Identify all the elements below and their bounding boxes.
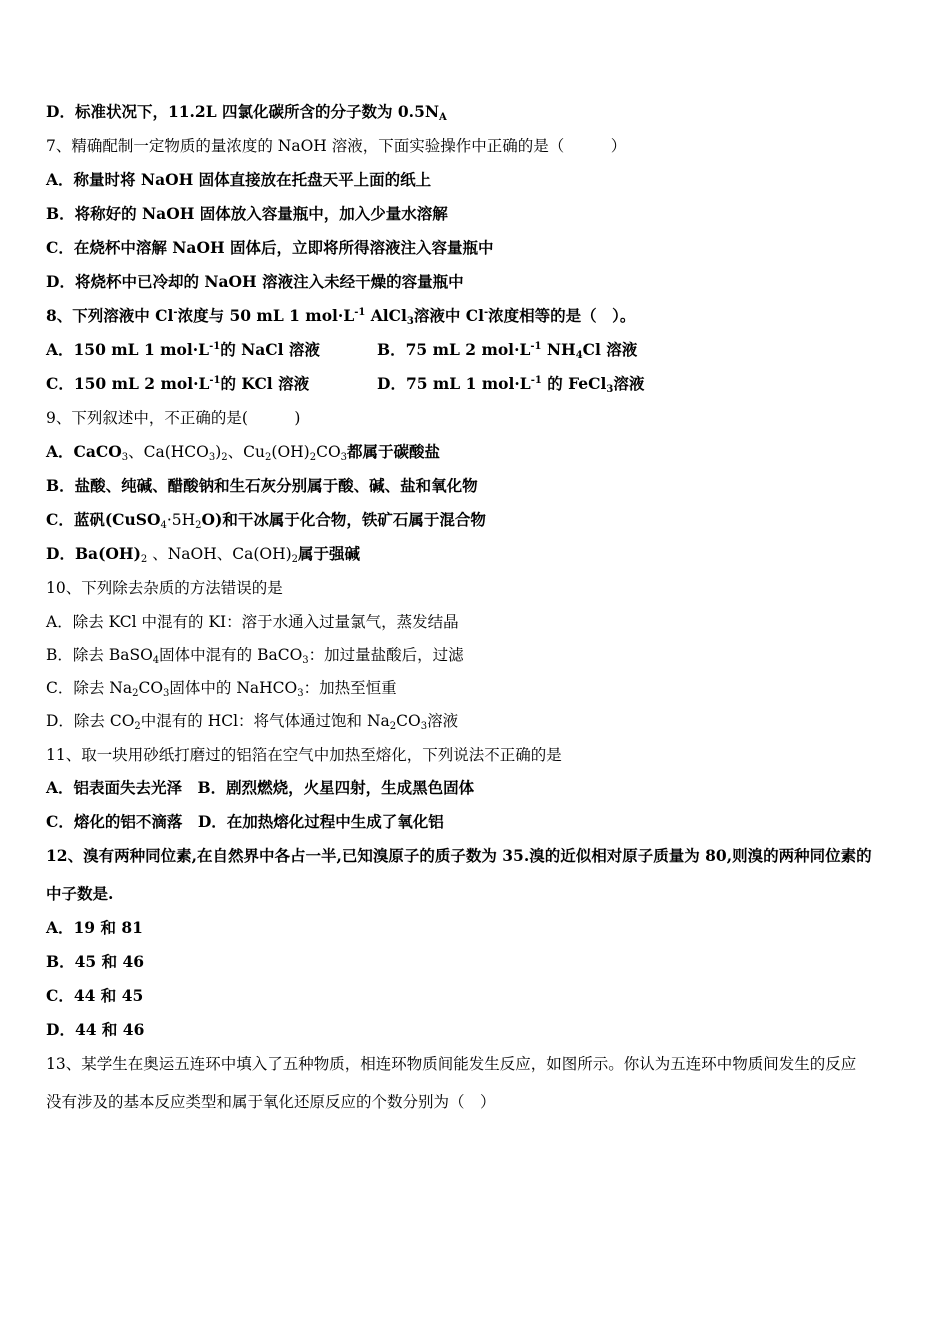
q12-stem-line-2: 中子数是. — [46, 884, 114, 903]
q8-row-2 — [46, 374, 908, 394]
q10-option-d: D．除去 $CO_2$中混有的 HCl：将气体通过饱和 $Na_2CO_3$溶液 — [46, 712, 459, 732]
q9-option-d: D．$Ba(OH)_2$ 、NaOH、$Ca(OH)_2$属于强碱 — [46, 544, 361, 565]
q9-option-b: B．盐酸、纯碱、醋酸钠和生石灰分别属于酸、碱、盐和氧化物 — [46, 476, 478, 495]
q7-option-b: B．将称好的 NaOH 固体放入容量瓶中，加入少量水溶解 — [46, 204, 448, 223]
q7-stem: 7、精确配制一定物质的量浓度的 NaOH 溶液，下面实验操作中正确的是（ ） — [46, 137, 627, 155]
q8-option-a: A．150 mL 1 $mol\cdot L^{-1}$的 NaCl 溶液 — [46, 340, 320, 359]
q7-option-a: A．称量时将 NaOH 固体直接放在托盘天平上面的纸上 — [46, 170, 432, 189]
q11-stem: 11、取一块用砂纸打磨过的铝箔在空气中加热至熔化，下列说法不正确的是 — [46, 746, 562, 764]
q10-option-c: C．除去 $Na_2CO_3$固体中的 NaHCO$_3$：加热至恒重 — [46, 679, 397, 699]
q8-option-b: B．75 mL 2 $mol\cdot L^{-1}$ $NH_4Cl$ 溶液 — [377, 340, 638, 361]
q12-option-b: B．45 和 46 — [46, 952, 145, 971]
q10-option-a: A．除去 KCl 中混有的 KI：溶于水通入过量氯气，蒸发结晶 — [46, 613, 459, 631]
q8-stem: 8、下列溶液中 Cl-浓度与 50 mL 1 $mol\cdot L^{-1}$ AlCl$_3$溶液中 Cl-浓度相等的是（ ）。 — [46, 306, 636, 327]
q9-option-c: C．蓝矾$(CuSO_4\cdot 5H_2O)$和干冰属于化合物，铁矿石属于混合物 — [46, 510, 486, 531]
q12-option-a: A．19 和 81 — [46, 918, 143, 937]
q13-stem-line-1: 13、某学生在奥运五连环中填入了五种物质，相连环物质间能发生反应，如图所示。你认为五连环中物质间发生的反应 — [46, 1055, 857, 1073]
q11-options-row-2: C．熔化的铝不滴落 D．在加热熔化过程中生成了氧化铝 — [46, 812, 444, 831]
q8-row-1 — [46, 340, 908, 360]
q10-option-b: B．除去 BaSO$_4$固体中混有的 BaCO$_3$：加过量盐酸后，过滤 — [46, 646, 464, 666]
q12-stem-line-1: 12、溴有两种同位素,在自然界中各占一半,已知溴原子的质子数为 35.溴的近似相对原子质量为 80,则溴的两种同位素的 — [46, 846, 872, 865]
q11-options-row-1: A．铝表面失去光泽 B．剧烈燃烧，火星四射，生成黑色固体 — [46, 778, 475, 797]
q12-option-d: D．44 和 46 — [46, 1020, 145, 1039]
q12-option-c: C．44 和 45 — [46, 986, 144, 1005]
q9-option-a: A．CaCO$_3$、$Ca(HCO_3)_2$、$Cu_2(OH)_2CO_3$都属于碳酸盐 — [46, 442, 441, 463]
q8-option-d: D．75 mL 1 $mol\cdot L^{-1}$ 的 FeCl$_3$溶液 — [377, 374, 645, 395]
q10-stem: 10、下列除去杂质的方法错误的是 — [46, 579, 283, 597]
q6-option-d: D．标准状况下，11.2L 四氯化碳所含的分子数为 $0.5N_A$ — [46, 102, 447, 123]
q13-stem-line-2: 没有涉及的基本反应类型和属于氧化还原反应的个数分别为（ ） — [46, 1093, 496, 1111]
q9-stem: 9、下列叙述中，不正确的是( ) — [46, 409, 301, 427]
q8-option-c: C．150 mL 2 $mol\cdot L^{-1}$的 KCl 溶液 — [46, 374, 310, 393]
q7-option-d: D．将烧杯中已冷却的 NaOH 溶液注入未经干燥的容量瓶中 — [46, 272, 464, 291]
q7-option-c: C．在烧杯中溶解 NaOH 固体后，立即将所得溶液注入容量瓶中 — [46, 238, 494, 257]
